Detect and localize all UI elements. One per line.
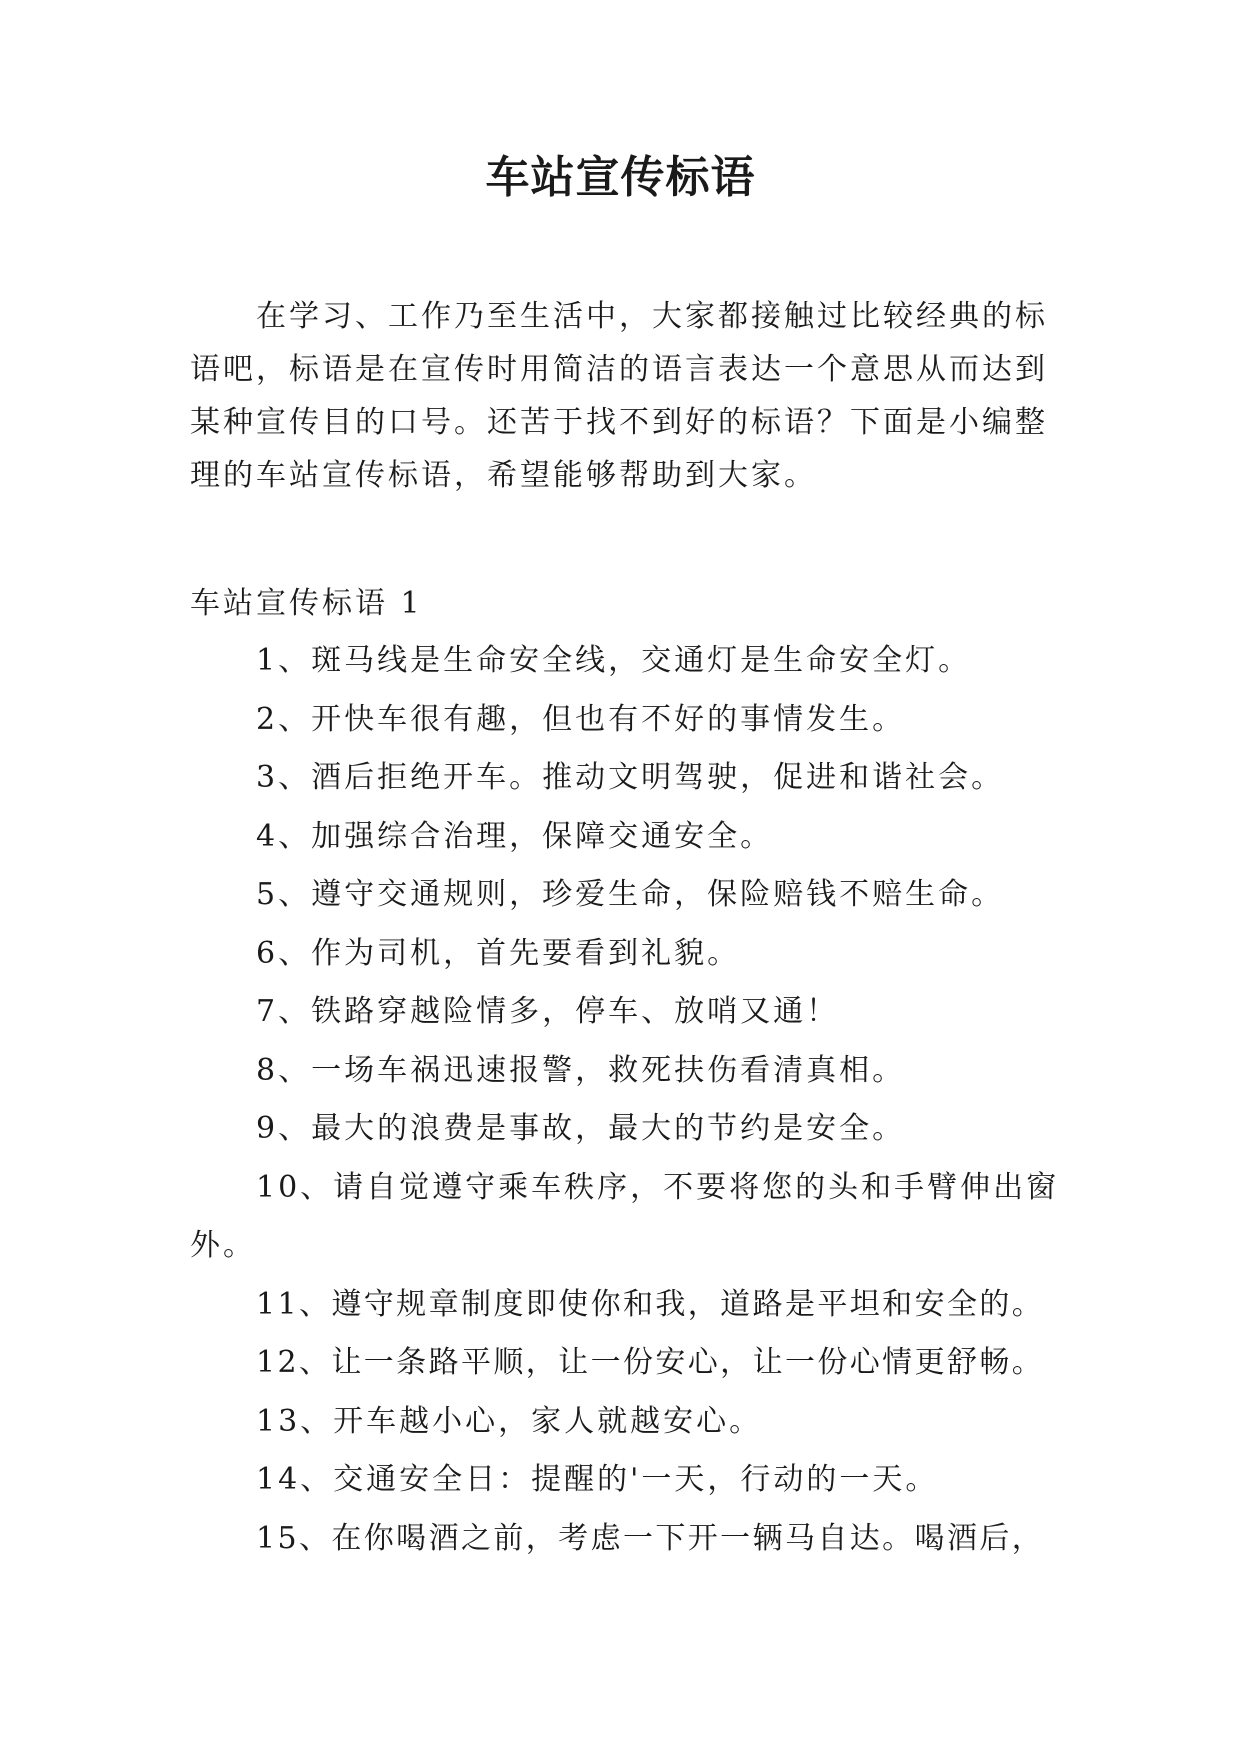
slogan-item: 3、酒后拒绝开车。推动文明驾驶，促进和谐社会。 [256, 760, 1005, 795]
slogan-item: 11、遵守规章制度即使你和我，道路是平坦和安全的。 [256, 1286, 1045, 1322]
document-title: 车站宣传标语 [485, 152, 756, 203]
slogan-item: 10、请自觉遵守乘车秩序，不要将您的头和手臂伸出窗外。 [190, 1169, 1060, 1263]
slogan-item: 1、斑马线是生命安全线，交通灯是生命安全灯。 [256, 643, 972, 678]
slogan-item: 13、开车越小心，家人就越安心。 [256, 1403, 763, 1439]
slogan-list [190, 632, 1070, 1568]
slogan-item: 5、遵守交通规则，珍爱生命，保险赔钱不赔生命。 [256, 877, 1005, 912]
slogan-item: 14、交通安全日：提醒的'一天，行动的一天。 [256, 1462, 939, 1497]
slogan-item: 15、在你喝酒之前，考虑一下开一辆马自达。喝酒后， [256, 1520, 1045, 1556]
slogan-item: 9、最大的浪费是事故，最大的节约是安全。 [256, 1111, 906, 1146]
slogan-item: 4、加强综合治理，保障交通安全。 [256, 818, 774, 854]
slogan-item: 8、一场车祸迅速报警，救死扶伤看清真相。 [256, 1052, 906, 1088]
slogan-item: 7、铁路穿越险情多，停车、放哨又通！ [256, 994, 840, 1029]
section-heading: 车站宣传标语 1 [190, 586, 423, 621]
slogan-item: 2、开快车很有趣，但也有不好的事情发生。 [256, 701, 906, 737]
intro-paragraph: 在学习、工作乃至生活中，大家都接触过比较经典的标语吧，标语是在宣传时用简洁的语言表达一个意思从而达到某种宣传目的口号。还苦于找不到好的标语？下面是小编整理的车站宣传标语，希望能够帮助到大家。 [190, 299, 1048, 493]
slogan-item: 6、作为司机，首先要看到礼貌。 [256, 935, 741, 971]
slogan-item: 12、让一条路平顺，让一份安心，让一份心情更舒畅。 [256, 1345, 1045, 1380]
